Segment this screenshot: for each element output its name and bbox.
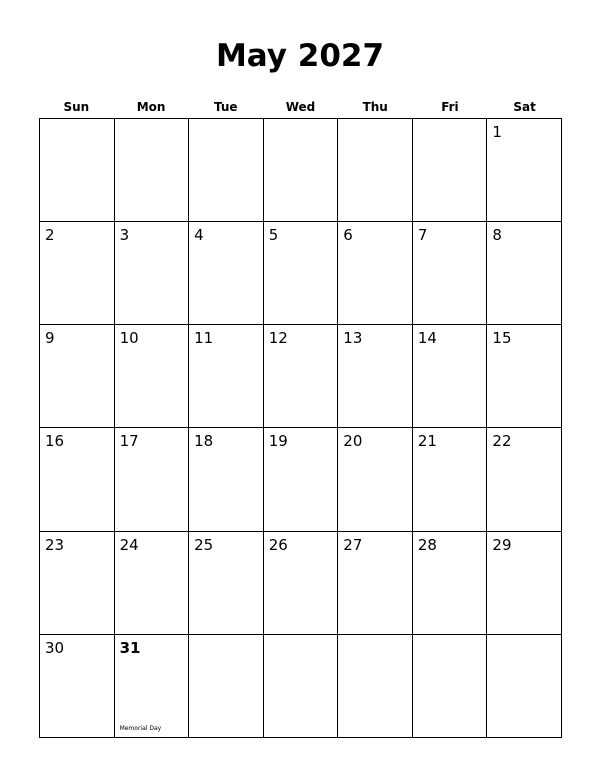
day-cell — [189, 119, 264, 222]
day-number: 17 — [119, 432, 139, 451]
day-number: 21 — [417, 432, 437, 451]
day-number: 19 — [268, 432, 288, 451]
day-cell — [487, 635, 562, 738]
day-cell — [115, 635, 190, 738]
day-number: 13 — [343, 329, 363, 348]
day-number: 24 — [119, 535, 139, 554]
day-number: 22 — [492, 432, 512, 451]
day-cell — [338, 635, 413, 738]
day-cell — [40, 119, 115, 222]
day-cell — [338, 325, 413, 428]
day-number: 18 — [194, 432, 214, 451]
day-cell — [338, 428, 413, 531]
day-cell — [413, 325, 488, 428]
day-cell — [115, 532, 190, 635]
day-number: 14 — [417, 329, 437, 348]
day-number: 5 — [268, 226, 279, 245]
day-cell — [413, 119, 488, 222]
day-cell — [189, 532, 264, 635]
day-cell — [40, 222, 115, 325]
day-cell — [413, 428, 488, 531]
weekday-thu: Thu — [362, 100, 388, 114]
day-cell — [264, 222, 339, 325]
weekday-header-row — [39, 99, 562, 115]
day-cell — [40, 325, 115, 428]
day-number: 2 — [45, 226, 55, 245]
day-number: 10 — [119, 329, 139, 348]
day-number: 7 — [417, 226, 428, 245]
day-cell — [264, 119, 339, 222]
day-number: 1 — [492, 123, 502, 141]
day-number: 6 — [343, 226, 353, 245]
day-number: 3 — [119, 226, 130, 245]
day-number: 4 — [194, 226, 204, 245]
day-number: 28 — [417, 535, 437, 554]
day-cell — [413, 222, 488, 325]
day-number: 20 — [343, 432, 363, 451]
day-number: 31 — [119, 638, 141, 657]
calendar-title: May 2027 — [215, 38, 385, 74]
day-cell — [115, 325, 190, 428]
day-cell — [338, 222, 413, 325]
day-cell — [189, 635, 264, 738]
day-cell — [189, 428, 264, 531]
day-number: 16 — [45, 432, 65, 451]
day-cell — [413, 532, 488, 635]
day-number: 12 — [268, 329, 288, 348]
day-cell — [487, 428, 562, 531]
day-cell — [264, 532, 339, 635]
weekday-fri: Fri — [441, 100, 459, 114]
weekday-sat: Sat — [513, 100, 536, 114]
day-cell — [40, 532, 115, 635]
weekday-wed: Wed — [285, 100, 316, 114]
day-cell — [264, 325, 339, 428]
day-number: 26 — [268, 535, 288, 554]
calendar-grid — [39, 118, 562, 738]
day-cell — [189, 222, 264, 325]
day-cell — [40, 428, 115, 531]
holiday-label: Memorial Day — [119, 724, 162, 732]
day-number: 23 — [45, 535, 65, 554]
day-cell — [115, 119, 190, 222]
day-number: 25 — [194, 535, 214, 554]
day-cell — [40, 635, 115, 738]
day-number: 11 — [194, 329, 214, 348]
day-cell — [264, 428, 339, 531]
day-cell — [487, 532, 562, 635]
day-cell — [189, 325, 264, 428]
day-number: 30 — [45, 638, 65, 657]
day-number: 29 — [492, 535, 512, 554]
day-cell — [487, 325, 562, 428]
day-cell — [115, 222, 190, 325]
weekday-mon: Mon — [136, 100, 166, 114]
day-cell — [264, 635, 339, 738]
day-cell — [115, 428, 190, 531]
day-number: 15 — [492, 329, 512, 348]
day-cell — [487, 222, 562, 325]
weekday-sun: Sun — [63, 100, 90, 114]
day-number: 8 — [492, 226, 502, 245]
day-cell — [487, 119, 562, 222]
weekday-tue: Tue — [214, 100, 238, 114]
day-cell — [413, 635, 488, 738]
day-cell — [338, 532, 413, 635]
day-number: 9 — [45, 329, 55, 348]
day-number: 27 — [343, 535, 363, 554]
day-cell — [338, 119, 413, 222]
